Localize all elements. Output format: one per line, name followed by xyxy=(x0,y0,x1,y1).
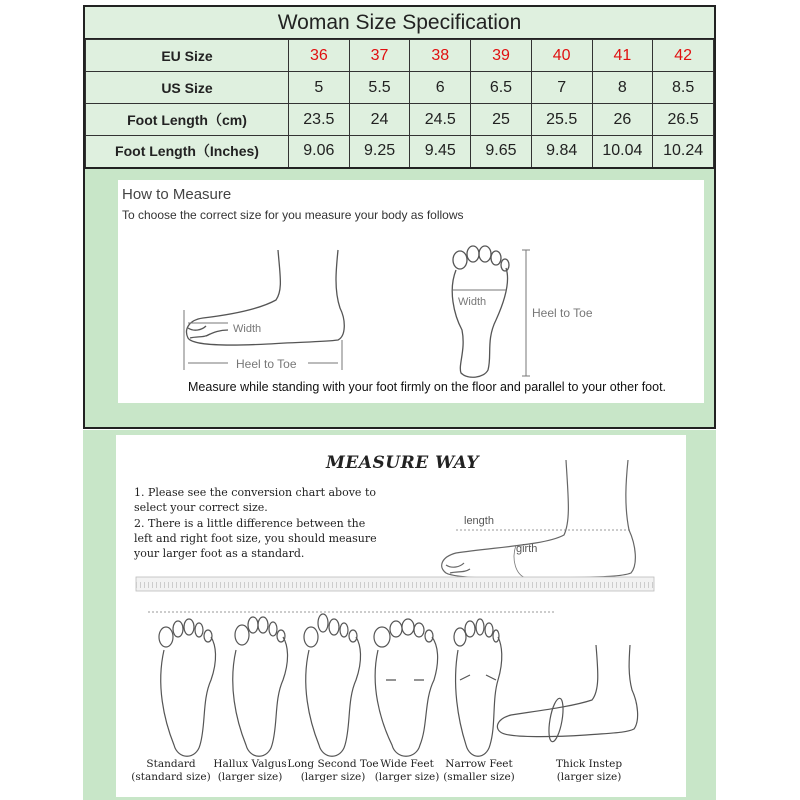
foot-length-cm-cell: 26.5 xyxy=(653,104,714,136)
row-label: US Size xyxy=(86,72,289,104)
foot-length-inch-cell: 10.24 xyxy=(653,136,714,168)
size-spec-section xyxy=(83,5,716,429)
eu-size-cell: 36 xyxy=(289,40,350,72)
foot-length-cm-cell: 25.5 xyxy=(531,104,592,136)
us-size-cell: 7 xyxy=(531,72,592,104)
size-chart-title: Woman Size Specification xyxy=(85,7,714,39)
foot-length-inch-cell: 9.45 xyxy=(410,136,471,168)
top-width-label: Width xyxy=(458,296,487,308)
us-size-cell: 8 xyxy=(592,72,653,104)
eu-size-cell: 40 xyxy=(531,40,592,72)
foot-length-cm-cell: 23.5 xyxy=(289,104,350,136)
foot-type-standard xyxy=(126,758,216,784)
ruler-illustration xyxy=(136,577,654,591)
foot-type-name: Long Second Toe xyxy=(287,758,379,770)
foot-length-cm-cell: 24 xyxy=(349,104,410,136)
measure-way-panel xyxy=(116,435,686,797)
us-size-cell: 5 xyxy=(289,72,350,104)
foot-length-inch-cell: 9.06 xyxy=(289,136,350,168)
foot-length-inch-cell: 10.04 xyxy=(592,136,653,168)
foot-type-narrow-feet xyxy=(434,758,524,784)
measure-way-illustrations xyxy=(116,435,686,797)
us-size-cell: 8.5 xyxy=(653,72,714,104)
measure-step-1: 1. Please see the conversion chart above to select your correct size. xyxy=(134,486,376,514)
foot-type-illustrations xyxy=(159,614,502,756)
foot-type-size: (smaller size) xyxy=(443,771,515,783)
foot-length-inch-cell: 9.84 xyxy=(531,136,592,168)
how-to-measure-note: Measure while standing with your foot firmly on the floor and parallel to your other foot. xyxy=(188,380,667,394)
how-to-measure-title: How to Measure xyxy=(122,186,232,203)
top-length-label: Heel to Toe xyxy=(532,306,593,320)
foot-type-size: (larger size) xyxy=(300,771,366,783)
eu-size-cell: 41 xyxy=(592,40,653,72)
eu-size-cell: 39 xyxy=(471,40,532,72)
girth-label: girth xyxy=(516,543,538,555)
foot-length-cm-cell: 24.5 xyxy=(410,104,471,136)
side-length-label: Heel to Toe xyxy=(236,357,297,371)
foot-type-size: (larger size) xyxy=(556,771,622,783)
us-size-cell: 6.5 xyxy=(471,72,532,104)
foot-type-hallux-valgus xyxy=(205,758,295,784)
foot-type-name: Hallux Valgus xyxy=(213,758,287,770)
thick-instep-illustration xyxy=(497,645,637,743)
foot-length-cm-cell: 26 xyxy=(592,104,653,136)
foot-type-name: Wide Feet xyxy=(380,758,434,770)
foot-type-size: (larger size) xyxy=(217,771,283,783)
foot-type-size: (larger size) xyxy=(374,771,440,783)
foot-length-inch-cell: 9.25 xyxy=(349,136,410,168)
foot-type-name: Standard xyxy=(146,758,196,770)
measure-way-section xyxy=(83,430,716,800)
foot-length-cm-cell: 25 xyxy=(471,104,532,136)
how-to-measure-panel xyxy=(118,180,704,403)
row-label: Foot Length（Inches) xyxy=(86,136,289,168)
sole-foot-illustration xyxy=(452,246,509,377)
foot-length-inch-cell: 9.65 xyxy=(471,136,532,168)
foot-type-size: (standard size) xyxy=(131,771,211,783)
side-width-label: Width xyxy=(233,323,262,335)
table-row-eu xyxy=(86,40,714,72)
us-size-cell: 5.5 xyxy=(349,72,410,104)
eu-size-cell: 38 xyxy=(410,40,471,72)
foot-type-thick-instep xyxy=(544,758,634,784)
size-table xyxy=(85,39,714,169)
how-to-measure-subtitle: To choose the correct size for you measure your body as follows xyxy=(122,208,464,222)
length-label: length xyxy=(464,515,494,527)
side-foot-illustration xyxy=(118,180,704,403)
eu-size-cell: 37 xyxy=(349,40,410,72)
foot-type-name: Narrow Feet xyxy=(445,758,513,770)
row-label: Foot Length（cm) xyxy=(86,104,289,136)
table-row-cm xyxy=(86,104,714,136)
measure-step-2: 2. There is a little difference between the left and right foot size, you should measure your larger foot as a standard. xyxy=(134,517,377,560)
table-row-us xyxy=(86,72,714,104)
foot-type-name: Thick Instep xyxy=(555,758,623,770)
row-label: EU Size xyxy=(86,40,289,72)
table-row-inches xyxy=(86,136,714,168)
measure-way-title: MEASURE WAY xyxy=(326,453,480,473)
us-size-cell: 6 xyxy=(410,72,471,104)
eu-size-cell: 42 xyxy=(653,40,714,72)
